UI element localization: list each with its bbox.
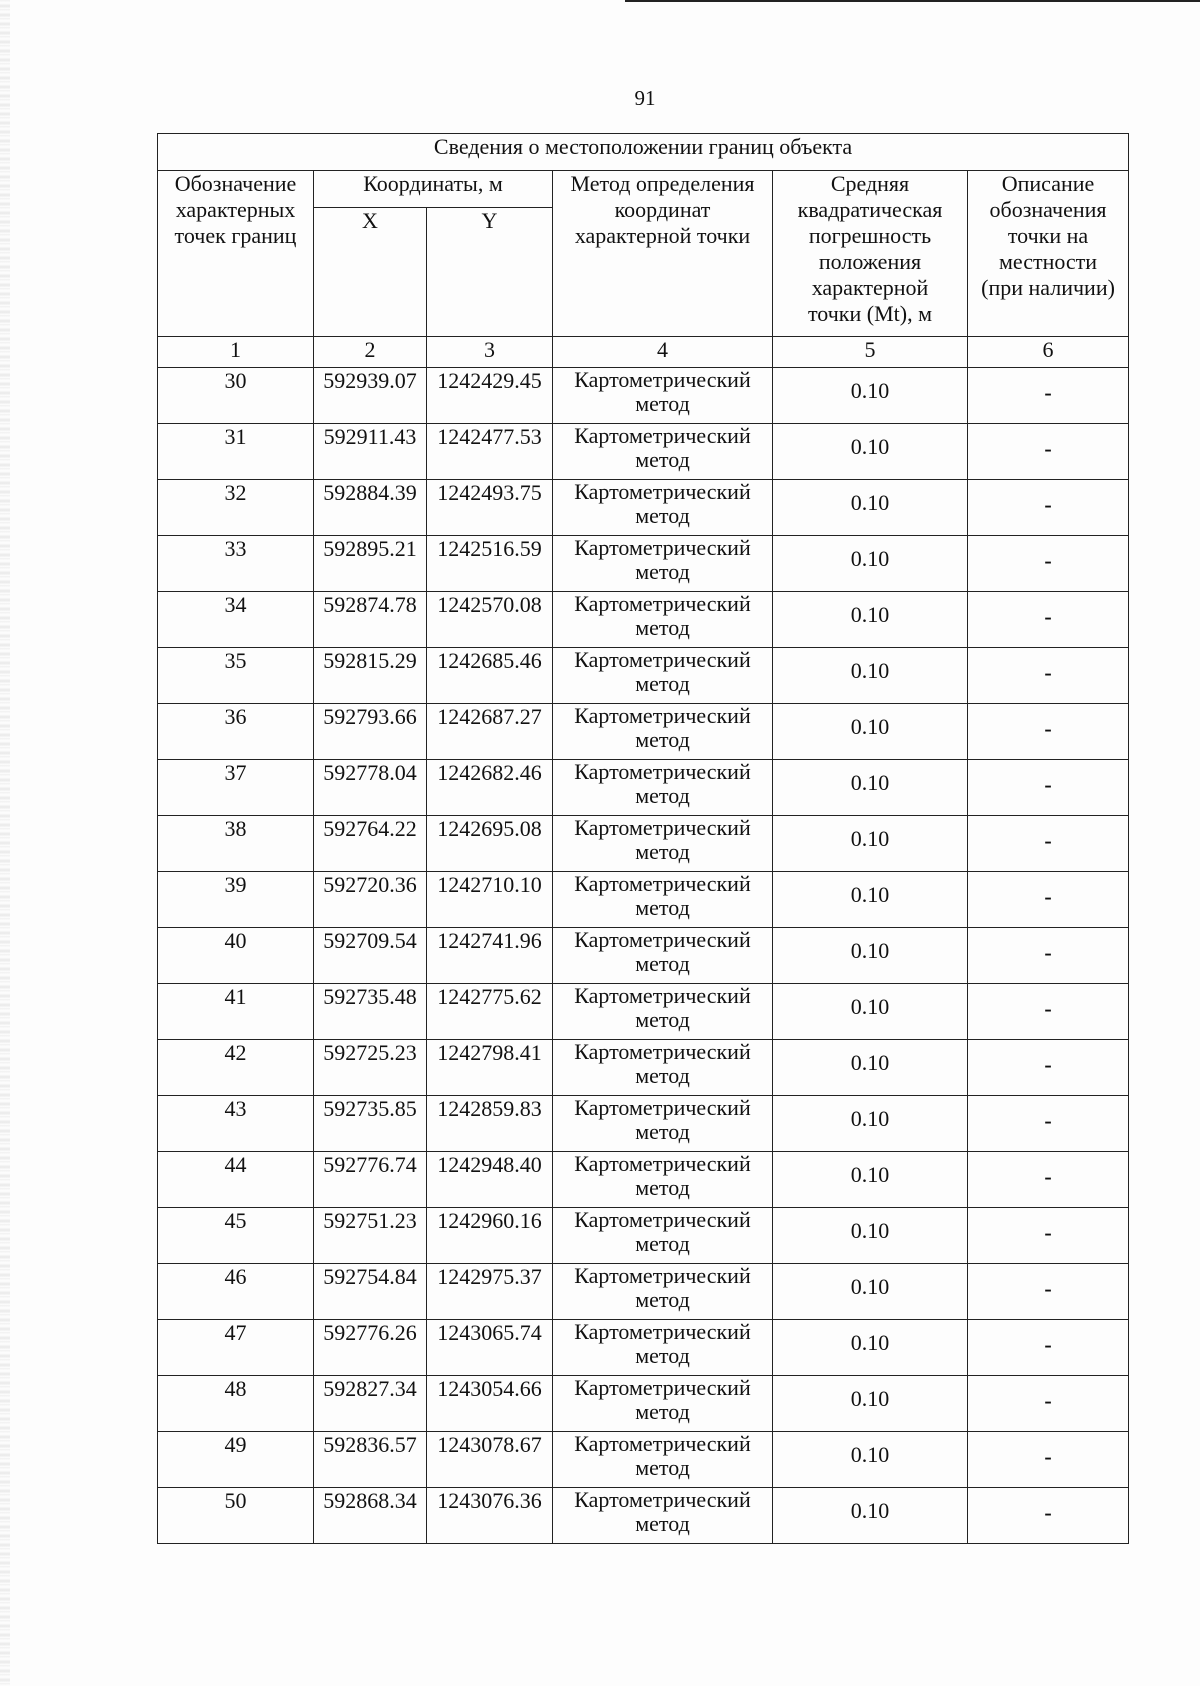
method-cell xyxy=(553,536,773,592)
method-line: метод xyxy=(635,615,690,640)
y-coordinate-cell: 1242775.62 xyxy=(427,984,553,1040)
description-cell: - xyxy=(968,1264,1129,1320)
header-method xyxy=(553,171,773,337)
method-cell xyxy=(553,368,773,424)
point-number-cell: 37 xyxy=(158,760,314,816)
point-number-cell: 47 xyxy=(158,1320,314,1376)
header-description-line: точки на xyxy=(1007,223,1089,248)
method-cell xyxy=(553,1040,773,1096)
error-cell: 0.10 xyxy=(773,1320,968,1376)
method-line: метод xyxy=(635,783,690,808)
x-coordinate-cell: 592874.78 xyxy=(314,592,427,648)
y-coordinate-cell: 1242477.53 xyxy=(427,424,553,480)
y-coordinate-cell: 1242859.83 xyxy=(427,1096,553,1152)
header-error-line: квадратическая xyxy=(797,197,943,222)
point-number-cell: 32 xyxy=(158,480,314,536)
x-coordinate-cell: 592735.48 xyxy=(314,984,427,1040)
x-coordinate-cell: 592884.39 xyxy=(314,480,427,536)
y-coordinate-cell: 1242710.10 xyxy=(427,872,553,928)
method-cell xyxy=(553,984,773,1040)
method-cell xyxy=(553,928,773,984)
description-cell: - xyxy=(968,1152,1129,1208)
method-line: Картометрический xyxy=(574,983,751,1008)
description-cell: - xyxy=(968,536,1129,592)
point-number-cell: 33 xyxy=(158,536,314,592)
table-row xyxy=(158,1320,1129,1376)
header-method-line: координат xyxy=(614,197,711,222)
column-number: 3 xyxy=(427,337,553,368)
header-description-line: обозначения xyxy=(989,197,1107,222)
y-coordinate-cell: 1242948.40 xyxy=(427,1152,553,1208)
point-number-cell: 38 xyxy=(158,816,314,872)
y-coordinate-cell: 1242493.75 xyxy=(427,480,553,536)
point-number-cell: 46 xyxy=(158,1264,314,1320)
point-number-cell: 40 xyxy=(158,928,314,984)
description-cell: - xyxy=(968,816,1129,872)
table-row xyxy=(158,1264,1129,1320)
method-line: метод xyxy=(635,1455,690,1480)
table-body xyxy=(158,368,1129,1544)
method-line: метод xyxy=(635,1399,690,1424)
table-row xyxy=(158,704,1129,760)
description-cell: - xyxy=(968,592,1129,648)
table-row xyxy=(158,760,1129,816)
point-number-cell: 50 xyxy=(158,1488,314,1544)
table-row xyxy=(158,928,1129,984)
method-cell xyxy=(553,1432,773,1488)
description-cell: - xyxy=(968,1376,1129,1432)
point-number-cell: 44 xyxy=(158,1152,314,1208)
method-cell xyxy=(553,872,773,928)
table-row xyxy=(158,1096,1129,1152)
error-cell: 0.10 xyxy=(773,760,968,816)
table-row xyxy=(158,648,1129,704)
page-footer-fragment xyxy=(160,1676,200,1686)
header-description xyxy=(968,171,1129,337)
header-x: X xyxy=(314,208,427,337)
error-cell: 0.10 xyxy=(773,648,968,704)
x-coordinate-cell: 592709.54 xyxy=(314,928,427,984)
error-cell: 0.10 xyxy=(773,1376,968,1432)
method-line: метод xyxy=(635,727,690,752)
header-error-line: погрешность xyxy=(808,223,932,248)
method-line: Картометрический xyxy=(574,1319,751,1344)
y-coordinate-cell: 1242429.45 xyxy=(427,368,553,424)
error-cell: 0.10 xyxy=(773,1432,968,1488)
header-designation-line: Обозначение xyxy=(174,171,297,196)
description-cell: - xyxy=(968,1432,1129,1488)
method-line: метод xyxy=(635,839,690,864)
error-cell: 0.10 xyxy=(773,424,968,480)
method-cell xyxy=(553,760,773,816)
method-cell xyxy=(553,1264,773,1320)
table-row xyxy=(158,368,1129,424)
point-number-cell: 30 xyxy=(158,368,314,424)
y-coordinate-cell: 1242695.08 xyxy=(427,816,553,872)
y-coordinate-cell: 1242975.37 xyxy=(427,1264,553,1320)
method-line: Картометрический xyxy=(574,1375,751,1400)
method-line: метод xyxy=(635,895,690,920)
description-cell: - xyxy=(968,1040,1129,1096)
method-line: метод xyxy=(635,391,690,416)
y-coordinate-cell: 1243054.66 xyxy=(427,1376,553,1432)
y-coordinate-cell: 1243076.36 xyxy=(427,1488,553,1544)
column-number: 5 xyxy=(773,337,968,368)
method-line: метод xyxy=(635,1343,690,1368)
column-number: 2 xyxy=(314,337,427,368)
table-row xyxy=(158,480,1129,536)
scan-top-line xyxy=(625,0,1200,2)
table-row xyxy=(158,816,1129,872)
method-cell xyxy=(553,1488,773,1544)
point-number-cell: 49 xyxy=(158,1432,314,1488)
error-cell: 0.10 xyxy=(773,1152,968,1208)
y-coordinate-cell: 1243065.74 xyxy=(427,1320,553,1376)
x-coordinate-cell: 592735.85 xyxy=(314,1096,427,1152)
point-number-cell: 48 xyxy=(158,1376,314,1432)
error-cell: 0.10 xyxy=(773,1488,968,1544)
scan-edge xyxy=(0,0,10,1686)
x-coordinate-cell: 592868.34 xyxy=(314,1488,427,1544)
point-number-cell: 31 xyxy=(158,424,314,480)
header-error-line: точки (Mt), м xyxy=(807,301,933,326)
point-number-cell: 39 xyxy=(158,872,314,928)
method-cell xyxy=(553,1208,773,1264)
x-coordinate-cell: 592725.23 xyxy=(314,1040,427,1096)
table-row xyxy=(158,1432,1129,1488)
table-row xyxy=(158,1488,1129,1544)
description-cell: - xyxy=(968,928,1129,984)
header-description-line: (при наличии) xyxy=(981,275,1115,300)
y-coordinate-cell: 1242570.08 xyxy=(427,592,553,648)
method-line: метод xyxy=(635,1175,690,1200)
method-line: Картометрический xyxy=(574,423,751,448)
header-error-line: положения xyxy=(818,249,922,274)
point-number-cell: 35 xyxy=(158,648,314,704)
x-coordinate-cell: 592793.66 xyxy=(314,704,427,760)
description-cell: - xyxy=(968,872,1129,928)
method-line: Картометрический xyxy=(574,1487,751,1512)
method-cell xyxy=(553,1152,773,1208)
method-line: метод xyxy=(635,671,690,696)
x-coordinate-cell: 592911.43 xyxy=(314,424,427,480)
method-cell xyxy=(553,1320,773,1376)
method-line: Картометрический xyxy=(574,1039,751,1064)
method-line: Картометрический xyxy=(574,1151,751,1176)
method-line: Картометрический xyxy=(574,535,751,560)
method-line: метод xyxy=(635,503,690,528)
description-cell: - xyxy=(968,984,1129,1040)
table-row xyxy=(158,1208,1129,1264)
method-line: Картометрический xyxy=(574,871,751,896)
point-number-cell: 41 xyxy=(158,984,314,1040)
table-row xyxy=(158,984,1129,1040)
table-row xyxy=(158,1040,1129,1096)
method-line: Картометрический xyxy=(574,815,751,840)
header-error xyxy=(773,171,968,337)
method-line: метод xyxy=(635,951,690,976)
description-cell: - xyxy=(968,1488,1129,1544)
method-cell xyxy=(553,592,773,648)
y-coordinate-cell: 1242798.41 xyxy=(427,1040,553,1096)
error-cell: 0.10 xyxy=(773,368,968,424)
method-line: Картометрический xyxy=(574,759,751,784)
error-cell: 0.10 xyxy=(773,872,968,928)
x-coordinate-cell: 592939.07 xyxy=(314,368,427,424)
method-cell xyxy=(553,480,773,536)
header-designation xyxy=(158,171,314,337)
column-number: 4 xyxy=(553,337,773,368)
method-line: Картометрический xyxy=(574,1263,751,1288)
error-cell: 0.10 xyxy=(773,1264,968,1320)
method-line: метод xyxy=(635,1511,690,1536)
method-line: Картометрический xyxy=(574,479,751,504)
y-coordinate-cell: 1242960.16 xyxy=(427,1208,553,1264)
boundary-coordinates-table xyxy=(157,133,1129,1544)
description-cell: - xyxy=(968,1096,1129,1152)
method-cell xyxy=(553,816,773,872)
header-description-line: Описание xyxy=(1001,171,1095,196)
description-cell: - xyxy=(968,648,1129,704)
header-description-line: местности xyxy=(998,249,1098,274)
x-coordinate-cell: 592827.34 xyxy=(314,1376,427,1432)
error-cell: 0.10 xyxy=(773,1208,968,1264)
method-cell xyxy=(553,648,773,704)
error-cell: 0.10 xyxy=(773,928,968,984)
header-coordinates: Координаты, м xyxy=(314,171,553,208)
table-title: Сведения о местоположении границ объекта xyxy=(158,134,1129,171)
point-number-cell: 36 xyxy=(158,704,314,760)
table-row xyxy=(158,592,1129,648)
header-method-line: Метод определения xyxy=(570,171,755,196)
error-cell: 0.10 xyxy=(773,592,968,648)
y-coordinate-cell: 1242741.96 xyxy=(427,928,553,984)
x-coordinate-cell: 592778.04 xyxy=(314,760,427,816)
point-number-cell: 45 xyxy=(158,1208,314,1264)
x-coordinate-cell: 592720.36 xyxy=(314,872,427,928)
error-cell: 0.10 xyxy=(773,704,968,760)
header-error-line: Средняя xyxy=(830,171,910,196)
method-cell xyxy=(553,1096,773,1152)
x-coordinate-cell: 592764.22 xyxy=(314,816,427,872)
column-number: 1 xyxy=(158,337,314,368)
method-line: Картометрический xyxy=(574,1431,751,1456)
method-line: метод xyxy=(635,1287,690,1312)
error-cell: 0.10 xyxy=(773,984,968,1040)
header-method-line: характерной точки xyxy=(574,223,751,248)
y-coordinate-cell: 1242682.46 xyxy=(427,760,553,816)
description-cell: - xyxy=(968,1208,1129,1264)
method-cell xyxy=(553,424,773,480)
method-line: Картометрический xyxy=(574,927,751,952)
point-number-cell: 34 xyxy=(158,592,314,648)
method-line: Картометрический xyxy=(574,647,751,672)
table-row xyxy=(158,872,1129,928)
x-coordinate-cell: 592776.26 xyxy=(314,1320,427,1376)
table-row xyxy=(158,424,1129,480)
y-coordinate-cell: 1242516.59 xyxy=(427,536,553,592)
error-cell: 0.10 xyxy=(773,1096,968,1152)
y-coordinate-cell: 1243078.67 xyxy=(427,1432,553,1488)
method-cell xyxy=(553,1376,773,1432)
method-line: метод xyxy=(635,559,690,584)
header-designation-line: точек границ xyxy=(174,223,297,248)
method-line: Картометрический xyxy=(574,703,751,728)
table-row xyxy=(158,1152,1129,1208)
column-number: 6 xyxy=(968,337,1129,368)
y-coordinate-cell: 1242685.46 xyxy=(427,648,553,704)
description-cell: - xyxy=(968,368,1129,424)
x-coordinate-cell: 592836.57 xyxy=(314,1432,427,1488)
x-coordinate-cell: 592895.21 xyxy=(314,536,427,592)
header-y: Y xyxy=(427,208,553,337)
method-line: метод xyxy=(635,1007,690,1032)
method-line: Картометрический xyxy=(574,1095,751,1120)
method-line: метод xyxy=(635,1231,690,1256)
y-coordinate-cell: 1242687.27 xyxy=(427,704,553,760)
error-cell: 0.10 xyxy=(773,536,968,592)
header-designation-line: характерных xyxy=(175,197,296,222)
error-cell: 0.10 xyxy=(773,816,968,872)
table-row xyxy=(158,1376,1129,1432)
x-coordinate-cell: 592815.29 xyxy=(314,648,427,704)
error-cell: 0.10 xyxy=(773,480,968,536)
page-number: 91 xyxy=(634,86,656,110)
description-cell: - xyxy=(968,704,1129,760)
header-error-line: характерной xyxy=(811,275,929,300)
method-line: Картометрический xyxy=(574,367,751,392)
x-coordinate-cell: 592754.84 xyxy=(314,1264,427,1320)
description-cell: - xyxy=(968,760,1129,816)
point-number-cell: 43 xyxy=(158,1096,314,1152)
x-coordinate-cell: 592751.23 xyxy=(314,1208,427,1264)
error-cell: 0.10 xyxy=(773,1040,968,1096)
point-number-cell: 42 xyxy=(158,1040,314,1096)
method-cell xyxy=(553,704,773,760)
method-line: Картометрический xyxy=(574,1207,751,1232)
table-row xyxy=(158,536,1129,592)
description-cell: - xyxy=(968,1320,1129,1376)
method-line: Картометрический xyxy=(574,591,751,616)
method-line: метод xyxy=(635,1119,690,1144)
description-cell: - xyxy=(968,480,1129,536)
method-line: метод xyxy=(635,1063,690,1088)
description-cell: - xyxy=(968,424,1129,480)
x-coordinate-cell: 592776.74 xyxy=(314,1152,427,1208)
method-line: метод xyxy=(635,447,690,472)
